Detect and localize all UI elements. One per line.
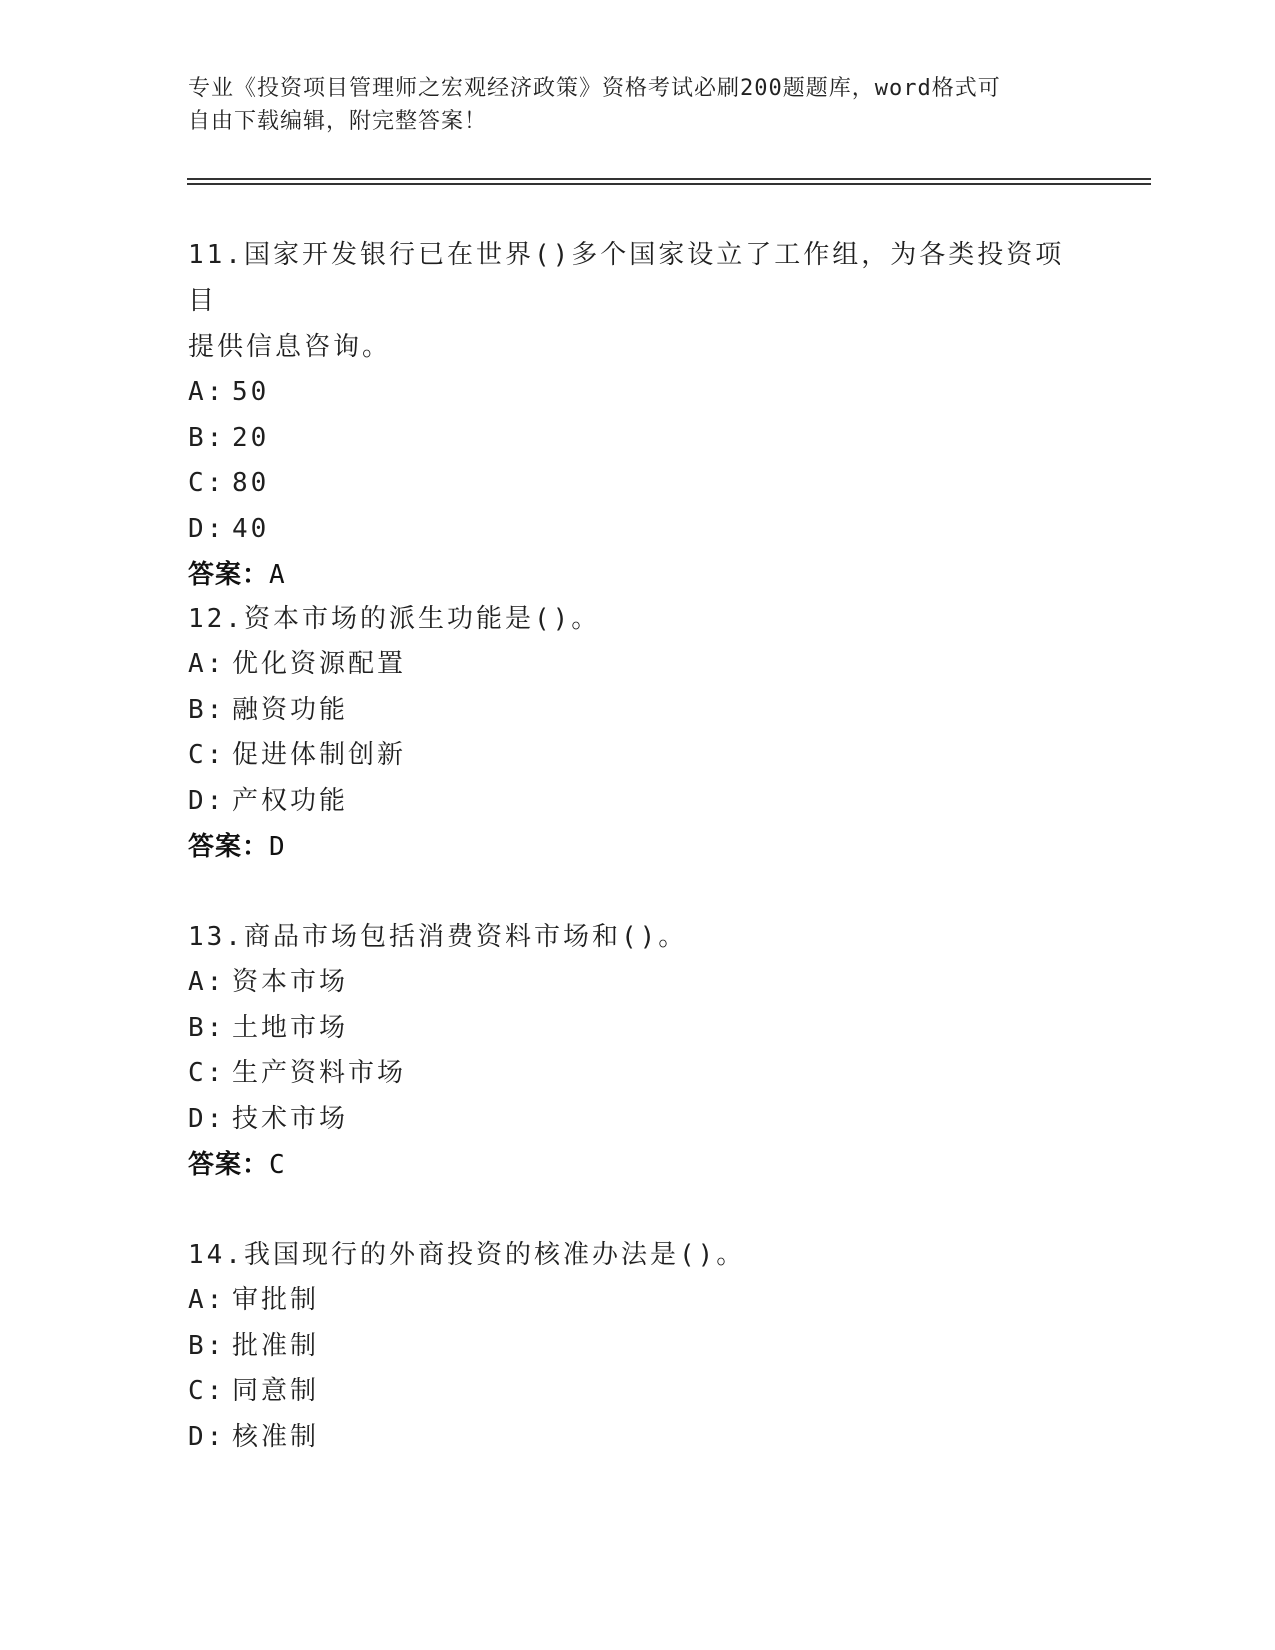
- option-key: D:: [188, 513, 226, 544]
- answer-line: [188, 1142, 1088, 1188]
- option-d: [188, 1415, 1088, 1461]
- answer-label: 答案：: [188, 832, 270, 862]
- answer-value: C: [269, 1150, 286, 1180]
- option-text: 资本市场: [232, 967, 349, 997]
- option-key: A:: [188, 967, 226, 997]
- option-text: 50: [232, 377, 270, 407]
- option-key: C:: [188, 468, 226, 498]
- option-text: 核准制: [232, 1421, 320, 1452]
- option-key: D:: [188, 1421, 226, 1452]
- question-text: [188, 232, 1088, 370]
- option-b: [188, 416, 1088, 462]
- question-12: [188, 596, 1088, 870]
- header-divider-top: [187, 178, 1151, 180]
- option-text: 优化资源配置: [232, 649, 407, 679]
- question-text: [188, 914, 1088, 960]
- option-text: 技术市场: [232, 1103, 349, 1134]
- option-key: D:: [188, 785, 226, 816]
- option-text: 促进体制创新: [232, 740, 407, 770]
- answer-label: 答案：: [188, 1150, 270, 1180]
- option-text: 同意制: [232, 1376, 320, 1406]
- answer-value: A: [269, 560, 286, 590]
- option-text: 土地市场: [232, 1012, 349, 1043]
- question-text-line-1: 14.我国现行的外商投资的核准办法是()。: [188, 1240, 746, 1270]
- option-d: [188, 779, 1088, 825]
- option-b: [188, 1006, 1088, 1052]
- option-key: A:: [188, 649, 226, 679]
- answer-label: 答案：: [188, 560, 270, 590]
- question-text-line-1: 11.国家开发银行已在世界()多个国家设立了工作组，为各类投资项目: [188, 240, 1065, 316]
- option-text: 80: [232, 468, 270, 498]
- option-d: [188, 507, 1088, 553]
- option-text: 20: [232, 422, 270, 453]
- option-a: [188, 1278, 1088, 1324]
- option-text: 产权功能: [232, 785, 349, 816]
- option-key: C:: [188, 740, 226, 770]
- question-text: [188, 596, 1088, 642]
- question-text-line-1: 13.商品市场包括消费资料市场和()。: [188, 922, 688, 952]
- answer-line: [188, 552, 1088, 598]
- document-header: [188, 72, 1068, 138]
- option-key: A:: [188, 1285, 226, 1315]
- header-line-2: 自由下载编辑，附完整答案！: [188, 109, 488, 134]
- option-b: [188, 688, 1088, 734]
- option-c: [188, 1051, 1088, 1097]
- option-key: B:: [188, 422, 226, 453]
- option-text: 40: [232, 513, 270, 544]
- option-c: [188, 1369, 1088, 1415]
- option-c: [188, 461, 1088, 507]
- header-divider-bottom: [187, 183, 1151, 185]
- option-a: [188, 370, 1088, 416]
- header-line-1: 专业《投资项目管理师之宏观经济政策》资格考试必刷200题题库，word格式可: [188, 76, 1001, 101]
- option-key: B:: [188, 694, 226, 725]
- option-d: [188, 1097, 1088, 1143]
- question-text-line-1: 12.资本市场的派生功能是()。: [188, 604, 601, 634]
- option-a: [188, 642, 1088, 688]
- option-key: C:: [188, 1058, 226, 1088]
- question-13: [188, 914, 1088, 1188]
- option-key: A:: [188, 377, 226, 407]
- option-key: B:: [188, 1330, 226, 1361]
- option-text: 融资功能: [232, 694, 349, 725]
- option-text: 审批制: [232, 1285, 320, 1315]
- option-key: C:: [188, 1376, 226, 1406]
- answer-value: D: [269, 832, 286, 862]
- option-a: [188, 960, 1088, 1006]
- option-c: [188, 733, 1088, 779]
- answer-line: [188, 824, 1088, 870]
- question-text-line-2: 提供信息咨询。: [188, 332, 392, 362]
- question-14: [188, 1232, 1088, 1460]
- option-b: [188, 1324, 1088, 1370]
- option-text: 生产资料市场: [232, 1058, 407, 1088]
- option-key: D:: [188, 1103, 226, 1134]
- question-text: [188, 1232, 1088, 1278]
- option-text: 批准制: [232, 1330, 320, 1361]
- option-key: B:: [188, 1012, 226, 1043]
- question-11: [188, 232, 1088, 598]
